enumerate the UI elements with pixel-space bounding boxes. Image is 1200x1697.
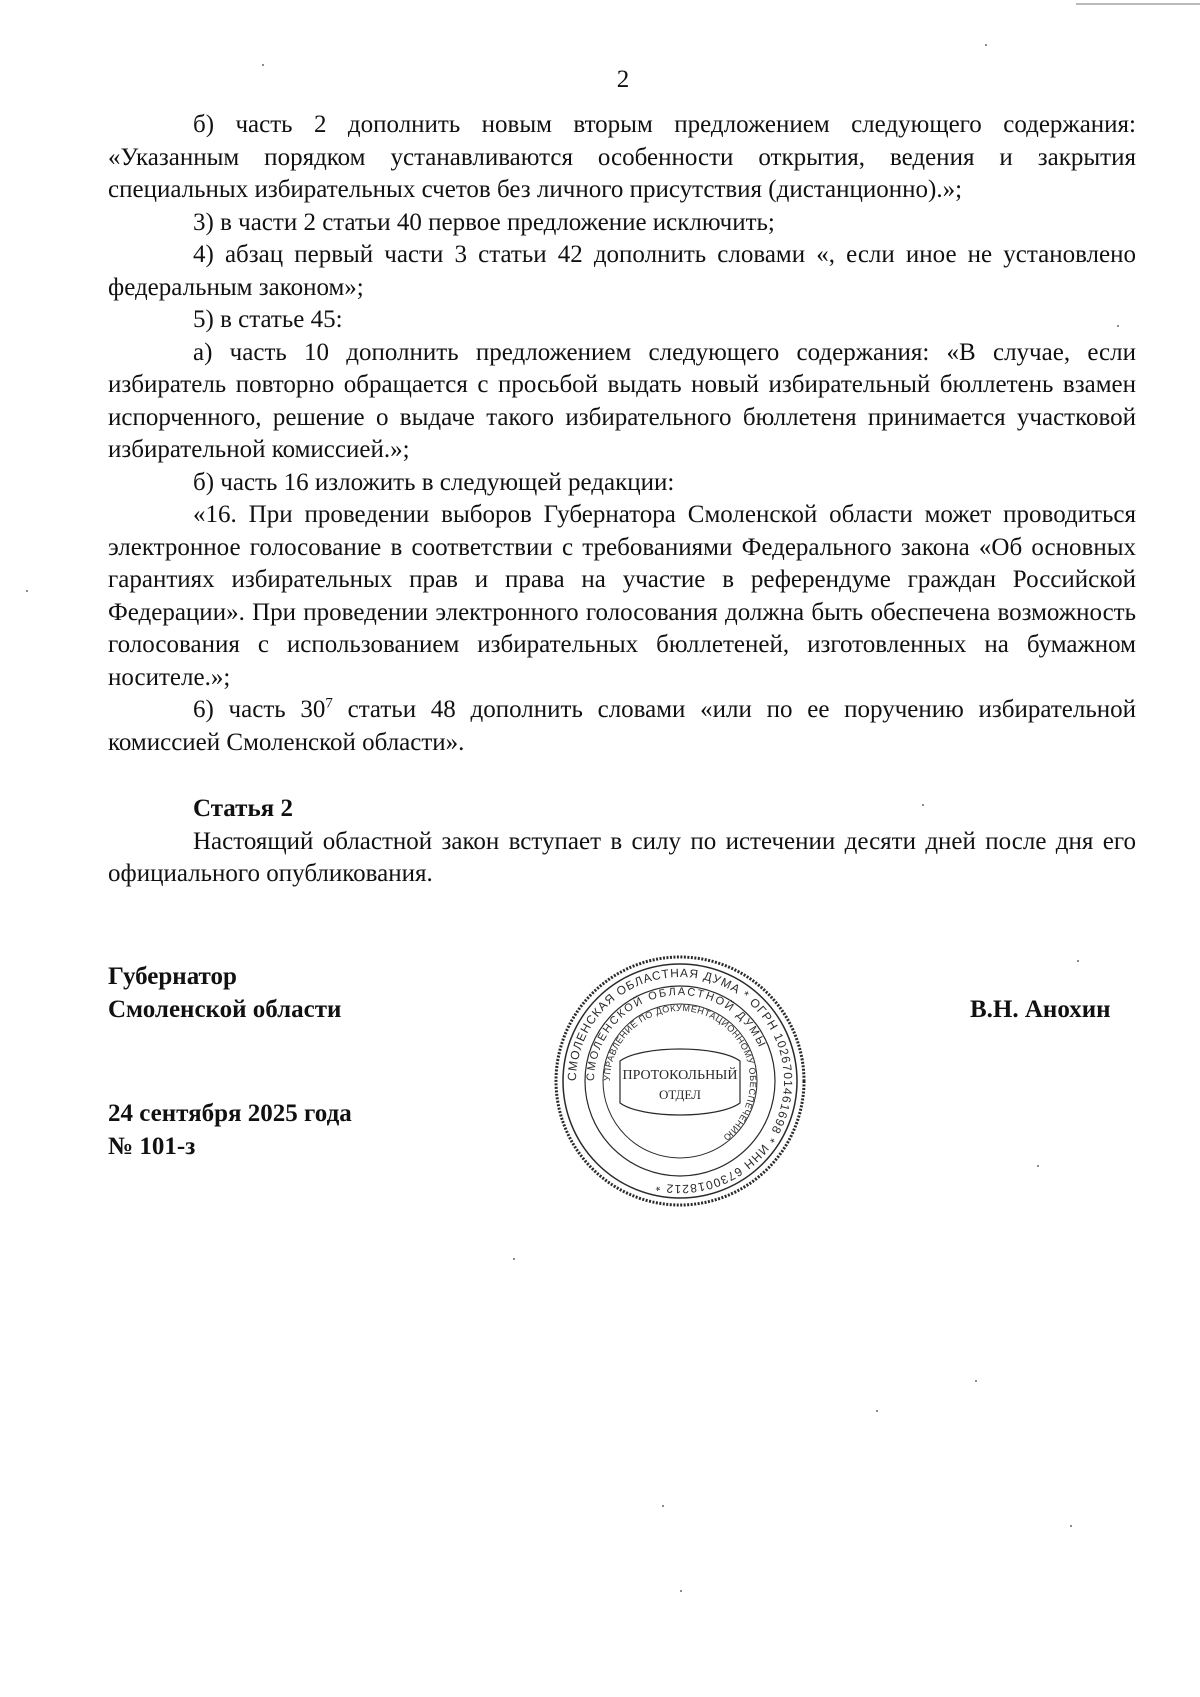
scan-speck <box>922 804 924 806</box>
paragraph-item6 <box>108 694 1136 759</box>
scan-speck <box>26 590 28 592</box>
paragraph-a-part10: а) часть 10 дополнить предложением следующего содержания: «В случае, если избиратель повторно обращается с просьбой выдать новый избирательный бюллетень взамен испорченного, решение о выдаче такого избирательного бюллетеня принимается участковой избирательной комиссией.»; <box>108 338 1136 463</box>
scan-speck <box>662 1505 664 1507</box>
item6-before: 6) часть 30 <box>193 696 326 723</box>
paragraph-b-part16: б) часть 16 изложить в следующей редакции: <box>193 468 675 496</box>
paragraph-b-part2: б) часть 2 дополнить новым вторым предложением следующего содержания: «Указанным порядком устанавливаются особенности открытия, ведения и закрытия специальных избирательных счетов без личного присутствия (дистанционно).»; <box>108 111 1136 203</box>
item6-after: статьи 48 дополнить словами «или по ее поручению избирательной комиссией Смоленской области». <box>108 696 1136 756</box>
scan-speck <box>262 64 264 66</box>
scan-speck <box>876 1410 878 1412</box>
signatory-title-line2: Смоленской области <box>108 996 342 1023</box>
signatory-title-line1: Губернатор <box>108 963 237 990</box>
paragraph-item4: 4) абзац первый части 3 статьи 42 дополнить словами «, если иное не установлено федеральным законом»; <box>108 241 1136 301</box>
paragraph-item5: 5) в статье 45: <box>193 306 343 333</box>
signatory-name: В.Н. Анохин <box>970 996 1111 1023</box>
paragraph-item3: 3) в части 2 статьи 40 первое предложение исключить; <box>193 208 775 236</box>
scan-speck <box>985 44 987 46</box>
article-2 <box>108 793 1136 891</box>
paragraph-part16-text: «16. При проведении выборов Губернатора Смоленской области может проводиться электронное голосование в соответствии с требованиями Федерального закона «Об основных гарантиях избирательных прав и права на участие в референдуме граждан Российской Федерации». При проведении электронного голосования должна быть обеспечена возможность голосования с использованием избирательных бюллетеней, изготовленных на бумажном носителе.»; <box>108 501 1136 691</box>
law-number: № 101-з <box>108 1133 196 1160</box>
page-number: 2 <box>616 66 630 93</box>
date-number-block <box>108 1097 352 1163</box>
signatory-title <box>108 960 341 1026</box>
scan-speck <box>1117 325 1119 327</box>
seal-center-line2: ОТДЕЛ <box>659 1087 701 1102</box>
scan-speck <box>1037 1165 1039 1167</box>
article-2-heading: Статья 2 <box>193 795 293 822</box>
scan-speck <box>513 1258 515 1260</box>
seal-center-line1: ПРОТОКОЛЬНЫЙ <box>622 1068 738 1083</box>
official-seal <box>552 953 808 1209</box>
article-2-text: Настоящий областной закон вступает в силу по истечении десяти дней после дня его официального опубликования. <box>108 827 1136 887</box>
amendments-text <box>108 109 1136 759</box>
scan-speck <box>1077 960 1079 962</box>
scan-speck <box>680 1590 682 1592</box>
seal-middle-text: СМОЛЕНСКОЙ ОБЛАСТНОЙ ДУМЫ <box>584 985 769 1082</box>
scan-speck <box>1070 1525 1072 1527</box>
seal-outer-text: СМОЛЕНСКАЯ ОБЛАСТНАЯ ДУМА * ОГРН 1026701461698 * ИНН 6730018212 * <box>564 965 796 1197</box>
scan-edge-line <box>1076 3 1200 5</box>
item6-superscript: 7 <box>325 695 333 712</box>
scan-speck <box>975 1380 977 1382</box>
law-date: 24 сентября 2025 года <box>108 1100 352 1127</box>
seal-inner-text: УПРАВЛЕНИЕ ПО ДОКУМЕНТАЦИОННОМУ ОБЕСПЕЧЕНИЮ <box>601 1002 759 1143</box>
